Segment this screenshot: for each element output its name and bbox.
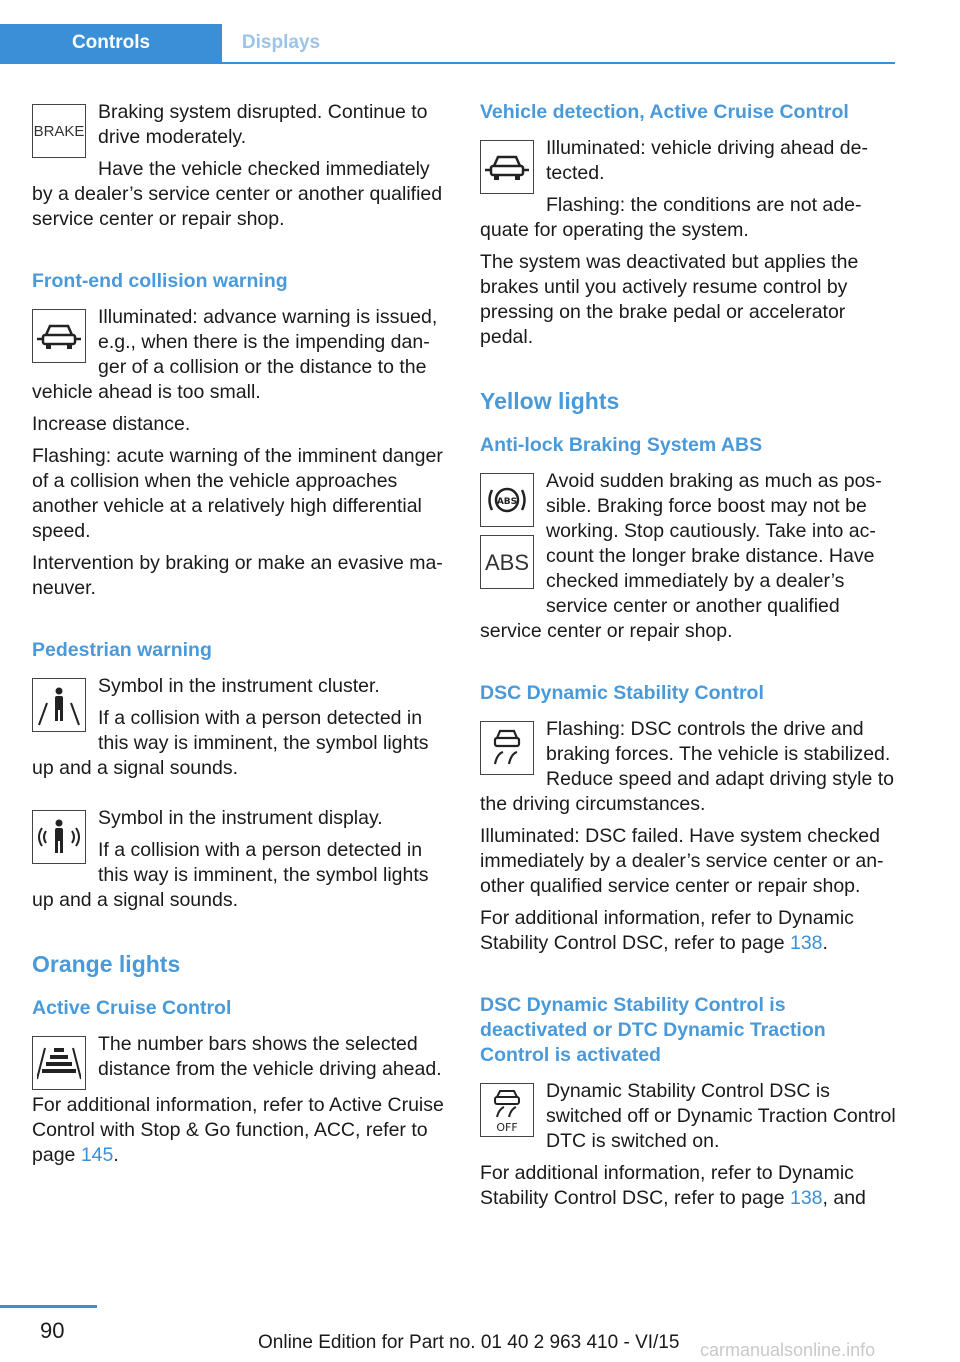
heading-dsc: DSC Dynamic Stability Control <box>480 682 764 704</box>
distance-bars-icon <box>32 1036 86 1090</box>
dsc-text-2: Illuminated: DSC failed. Have system checked immediately by a dealer’s service center or another qualified service center or repair shop. <box>480 825 884 897</box>
vd-text-1: Illuminated: vehicle driving ahead detected. <box>546 137 868 184</box>
tab-displays[interactable]: Displays <box>241 32 321 53</box>
dsc-off-section <box>480 1079 896 1161</box>
brake-text-2: Have the vehicle checked immediately by a dealer’s service center or another qualified service center or repair shop. <box>32 158 443 230</box>
left-column <box>32 100 448 1175</box>
edition-text: Online Edition for Part no. 01 40 2 963 410 - VI/15 <box>258 1332 680 1353</box>
front-collision-section <box>32 305 448 412</box>
page-link-138[interactable]: 138 <box>789 932 823 954</box>
heading-yellow-lights: Yellow lights <box>480 388 620 414</box>
ped-display-text-2: If a collision with a person detected in this way is imminent, the symbol lights up and a signal sounds. <box>32 839 429 911</box>
pedestrian-display-section <box>32 806 448 920</box>
vd-text-3: The system was deactivated but applies the brakes until you actively resume control by pressing on the brake pedal or accelerator pedal. <box>480 251 859 348</box>
abs-text-icon <box>480 535 534 589</box>
brake-text-1: Braking system disrupted. Continue to drive moderately. <box>98 101 428 148</box>
acc-text-2: For additional information, refer to Active Cruise Control with Stop & Go function, ACC, refer to page 145. <box>32 1094 444 1166</box>
page-link-145[interactable]: 145 <box>80 1144 114 1166</box>
dsc-text-1: Flashing: DSC controls the drive and braking forces. The vehicle is stabilized. Reduce speed and adapt driving style to the driving circumstances. <box>480 718 894 815</box>
heading-front-collision: Front-end collision warning <box>32 270 288 292</box>
right-column <box>480 100 896 1218</box>
dsc-skid-icon <box>480 721 534 775</box>
abs-circle-icon <box>480 473 534 527</box>
acc-text-1: The number bars shows the selected distance from the vehicle driving ahead. <box>98 1033 442 1080</box>
vehicle-detected-icon <box>480 140 534 194</box>
pedestrian-cluster-section <box>32 674 448 788</box>
pedestrian-road-icon <box>32 678 86 732</box>
dsc-off-text-1: Dynamic Stability Control DSC is switched off or Dynamic Traction Control DTC is switched on. <box>546 1080 896 1152</box>
brake-icon-label: BRAKE <box>33 122 85 140</box>
ped-cluster-text-2: If a collision with a person detected in this way is imminent, the symbol lights up and a signal sounds. <box>32 707 429 779</box>
heading-vehicle-detection: Vehicle detection, Active Cruise Control <box>480 101 849 123</box>
car-ahead-icon <box>32 309 86 363</box>
vehicle-detection-section <box>480 136 896 250</box>
heading-pedestrian: Pedestrian warning <box>32 639 212 661</box>
fcw-text-3: Flashing: acute warning of the imminent danger of a collision when the vehicle approaches another vehicle at a relatively high differential speed. <box>32 445 443 542</box>
svg-text:ABS: ABS <box>496 497 518 507</box>
fcw-text-2: Increase distance. <box>32 413 191 435</box>
dsc-section <box>480 717 896 824</box>
brake-warning-icon <box>32 104 86 158</box>
fcw-text-4: Intervention by braking or make an evasive maneuver. <box>32 552 443 599</box>
brake-section <box>32 100 448 239</box>
watermark-text: carmanualsonline.info <box>700 1340 876 1360</box>
dsc-text-3: For additional information, refer to Dynamic Stability Control DSC, refer to page 138. <box>480 907 854 954</box>
heading-dsc-off: DSC Dynamic Stability Control is deactivated or DTC Dynamic Traction Control is activated <box>480 994 826 1066</box>
fcw-text-1: Illuminated: advance warning is issued, e.g., when there is the impending danger of a collision or the distance to the vehicle ahead is too small. <box>32 306 438 403</box>
heading-abs: Anti-lock Braking System ABS <box>480 434 763 456</box>
page-number: 90 <box>40 1318 65 1343</box>
header-tab-bar <box>0 24 895 64</box>
ped-cluster-text-1: Symbol in the instrument cluster. <box>98 675 380 697</box>
pedestrian-signal-icon <box>32 810 86 864</box>
heading-active-cruise: Active Cruise Control <box>32 997 232 1019</box>
dsc-off-icon <box>480 1083 534 1137</box>
abs-text-1: Avoid sudden braking as much as possible. Braking force boost may not be working. Stop cautiously. Take into account the longer brake distance. Have checked immediately by a dealer’s service center or another qualified service center or repair shop. <box>480 470 882 642</box>
acc-section <box>32 1032 448 1093</box>
vd-text-2: Flashing: the conditions are not adequate for operating the system. <box>480 194 862 241</box>
abs-icon-stack <box>480 473 534 597</box>
tab-controls[interactable]: Controls <box>0 24 222 62</box>
ped-display-text-1: Symbol in the instrument display. <box>98 807 383 829</box>
abs-icon-label: ABS <box>484 549 530 575</box>
page-link-138-b[interactable]: 138 <box>789 1187 823 1209</box>
footer-accent-bar <box>0 1305 97 1308</box>
abs-section <box>480 469 896 651</box>
heading-orange-lights: Orange lights <box>32 951 181 977</box>
dsc-off-icon-label: OFF <box>496 1121 518 1133</box>
dsc-off-text-2: For additional information, refer to Dynamic Stability Control DSC, refer to page 138, and <box>480 1162 866 1209</box>
